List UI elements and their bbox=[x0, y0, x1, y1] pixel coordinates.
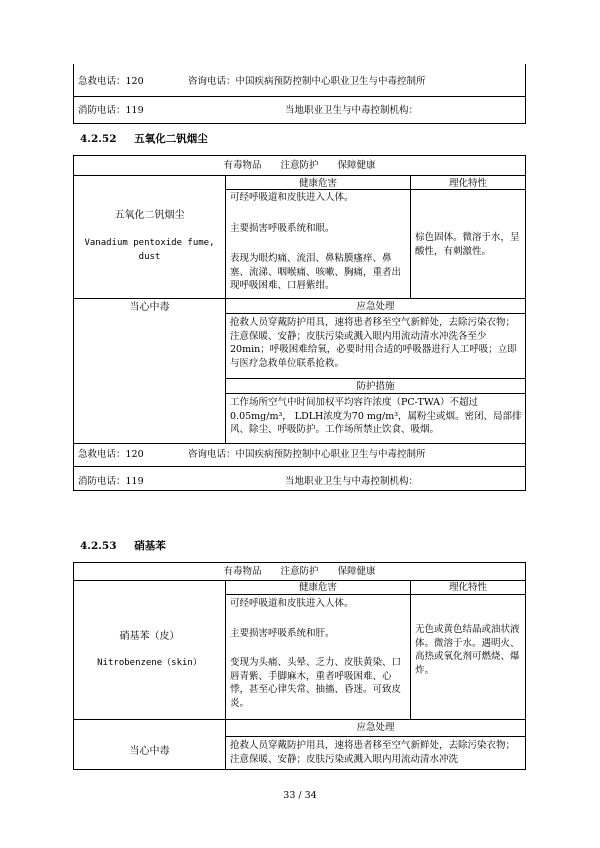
section1-heading bbox=[80, 131, 208, 146]
section1-phys-header: 理化特性 bbox=[448, 178, 487, 189]
section1-protection-text: 工作场所空气中时间加权平均容许浓度（PC-TWA）不超过0.05mg/m³， LDLH浓度为70 mg/m³，属粉尘或烟。密闭、局部排风、除尘、呼吸防护。工作场所禁止饮食、吸烟。 bbox=[230, 397, 522, 435]
section2-heading bbox=[80, 538, 166, 553]
section1-emergency-text: 抢救人员穿戴防护用具，速将患者移至空气新鲜处，去除污染衣物；注意保暖、安静；皮肤污染或溅入眼内用流动清水冲洗各至少20min；呼吸困难给氧，必要时用合适的呼吸器进行人工呼吸；立即与医疗急救单位联系抢救。 bbox=[230, 317, 517, 369]
section2-name-cn: 硝基苯（皮） bbox=[119, 631, 180, 642]
section1-emergency-header: 应急处理 bbox=[356, 301, 395, 312]
section1-phys-props: 棕色固体。微溶于水，呈酸性，有刺激性。 bbox=[415, 232, 520, 257]
section2-title: 硝基苯 bbox=[134, 540, 166, 552]
section2-health-header: 健康危害 bbox=[298, 582, 337, 593]
section1-title: 五氧化二钒烟尘 bbox=[134, 133, 208, 145]
page-number: 33 / 34 bbox=[283, 790, 317, 801]
section2-emergency-text: 抢救人员穿戴防护用具，速将患者移至空气新鲜处，去除污染衣物；注意保暖、安静；皮肤污染或溅入眼内用流动清水冲洗 bbox=[230, 740, 516, 765]
section1-consult-phone: 咨询电话：中国疾病预防控制中心职业卫生与中毒控制所 bbox=[188, 449, 426, 460]
top-table-divider bbox=[73, 96, 526, 97]
section1-health-target: 主要损害呼吸系统和眼。 bbox=[230, 223, 335, 234]
section2-name-en: Nitrobenzene（skin） bbox=[97, 658, 202, 668]
top-fire-phone: 消防电话：119 bbox=[78, 105, 144, 116]
section2-phys-props: 无色或黄色结晶或油状液体。微溶于水。遇明火、高热或氧化剂可燃烧、爆炸。 bbox=[415, 624, 520, 676]
top-consult-phone: 咨询电话：中国疾病预防控制中心职业卫生与中毒控制所 bbox=[188, 76, 426, 87]
section2-warning: 当心中毒 bbox=[129, 746, 170, 757]
section2-number: 4.2.53 bbox=[80, 540, 117, 552]
section1-protection-header: 防护措施 bbox=[356, 381, 395, 392]
section1-health-route: 可经呼吸道和皮肤进入人体。 bbox=[230, 192, 354, 203]
section1-number: 4.2.52 bbox=[80, 133, 117, 145]
top-table-right-border bbox=[525, 64, 526, 124]
section1-local-agency: 当地职业卫生与中毒控制机构： bbox=[285, 476, 419, 487]
section2-banner: 有毒物品 注意防护 保障健康 bbox=[223, 566, 376, 577]
section1-banner: 有毒物品 注意防护 保障健康 bbox=[223, 160, 376, 171]
section2-health-target: 主要损害呼吸系统和肝。 bbox=[230, 628, 335, 639]
section2-health-route: 可经呼吸道和皮肤进入人体。 bbox=[230, 598, 354, 609]
top-emergency-phone: 急救电话：120 bbox=[78, 76, 144, 87]
section1-warning: 当心中毒 bbox=[129, 302, 170, 313]
section2-phys-header: 理化特性 bbox=[448, 582, 487, 593]
top-table-bottom bbox=[73, 123, 526, 124]
section2-health-symptoms: 变现为头痛、头晕、乏力、皮肤黄染、口唇青紫、手脚麻木，重者呼吸困难、心悸，甚至心律失常、抽搐、昏迷。可致皮炎。 bbox=[230, 657, 402, 709]
section1-health-symptoms: 表现为眼灼痛、流泪、鼻粘膜瘙痒、鼻塞、流涕、咽喉痛、咳嗽、胸痛，重者出现呼吸困难、口唇紫绀。 bbox=[230, 253, 402, 291]
section1-fire-phone: 消防电话：119 bbox=[78, 476, 144, 487]
top-local-agency: 当地职业卫生与中毒控制机构： bbox=[285, 105, 419, 116]
section1-emergency-phone: 急救电话：120 bbox=[78, 449, 144, 460]
section1-health-header: 健康危害 bbox=[298, 178, 337, 189]
section1-name-en: Vanadium pentoxide fume, dust bbox=[84, 238, 215, 262]
section2-emergency-header: 应急处理 bbox=[356, 722, 395, 733]
top-table-left-border bbox=[73, 64, 74, 124]
section1-name-cn: 五氧化二钒烟尘 bbox=[114, 210, 185, 221]
